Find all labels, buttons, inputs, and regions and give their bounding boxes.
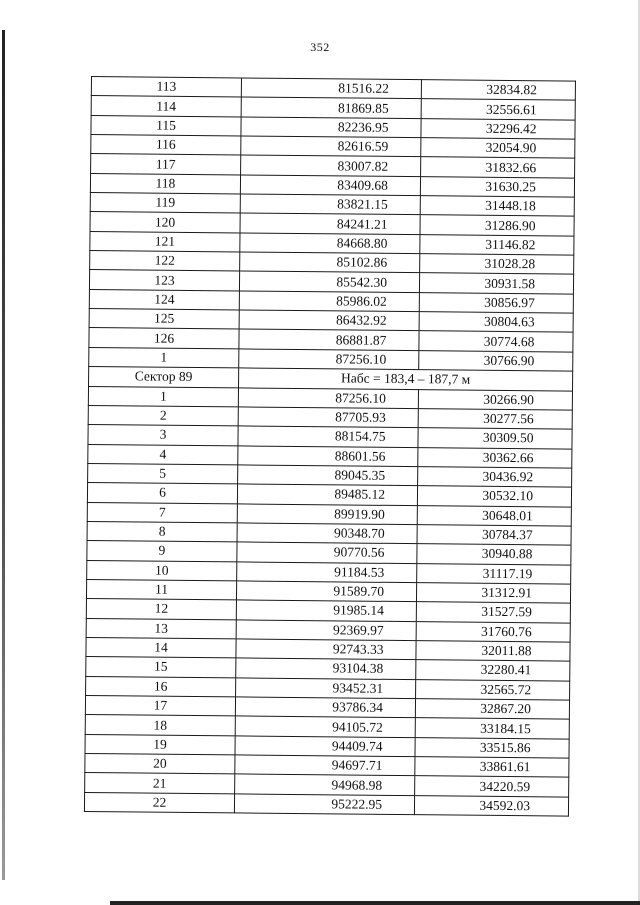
point-number-cell: 7 — [87, 502, 237, 523]
y-coordinate-cell: 32565.72 — [416, 679, 570, 700]
point-number-cell: 113 — [91, 77, 241, 98]
x-coordinate-cell: 83821.15 — [240, 194, 420, 215]
x-coordinate-cell: 85542.30 — [239, 271, 419, 292]
x-coordinate-cell: 91985.14 — [236, 600, 416, 621]
y-coordinate-cell: 30931.58 — [419, 273, 573, 294]
point-number-cell: 9 — [87, 541, 237, 562]
x-coordinate-cell: 93452.31 — [236, 678, 416, 699]
y-coordinate-cell: 30362.66 — [418, 447, 572, 468]
table-section-sector — [84, 386, 572, 816]
y-coordinate-cell: 34592.03 — [414, 795, 568, 816]
point-number-cell: 13 — [86, 618, 236, 639]
point-number-cell: 14 — [86, 637, 236, 658]
y-coordinate-cell: 31448.18 — [420, 196, 574, 217]
point-number-cell: 126 — [89, 328, 239, 349]
y-coordinate-cell: 31028.28 — [420, 254, 574, 275]
x-coordinate-cell: 83409.68 — [240, 175, 420, 196]
x-coordinate-cell: 83007.82 — [241, 155, 421, 176]
x-coordinate-cell: 86881.87 — [239, 329, 419, 350]
x-coordinate-cell: 92743.33 — [236, 639, 416, 660]
x-coordinate-cell: 87256.10 — [239, 349, 419, 370]
point-number-cell: 21 — [85, 773, 235, 794]
point-number-cell: 10 — [87, 560, 237, 581]
x-coordinate-cell: 93786.34 — [235, 697, 415, 718]
x-coordinate-cell: 89919.90 — [237, 503, 417, 524]
point-number-cell: 8 — [87, 521, 237, 542]
x-coordinate-cell: 81869.85 — [241, 97, 421, 118]
y-coordinate-cell: 30774.68 — [419, 331, 573, 352]
point-number-cell: 6 — [87, 483, 237, 504]
coordinate-table-container — [84, 76, 576, 817]
point-number-cell: 17 — [85, 695, 235, 716]
y-coordinate-cell: 30856.97 — [419, 292, 573, 313]
point-number-cell: 121 — [90, 231, 240, 252]
x-coordinate-cell: 93104.38 — [236, 658, 416, 679]
point-number-cell: 12 — [86, 599, 236, 620]
x-coordinate-cell: 90770.56 — [237, 542, 417, 563]
page-number: 352 — [310, 40, 330, 54]
coordinate-table — [84, 76, 576, 817]
y-coordinate-cell: 32867.20 — [415, 699, 569, 720]
x-coordinate-cell: 86432.92 — [239, 310, 419, 331]
y-coordinate-cell: 32011.88 — [416, 641, 570, 662]
y-coordinate-cell: 30766.90 — [419, 350, 573, 371]
x-coordinate-cell: 84668.80 — [240, 233, 420, 254]
x-coordinate-cell: 95222.95 — [234, 794, 414, 815]
y-coordinate-cell: 31286.90 — [420, 215, 574, 236]
y-coordinate-cell: 30532.10 — [417, 486, 571, 507]
y-coordinate-cell: 33515.86 — [415, 737, 569, 758]
point-number-cell: 118 — [90, 173, 240, 194]
y-coordinate-cell: 34220.59 — [415, 776, 569, 797]
x-coordinate-cell: 87256.10 — [238, 387, 418, 408]
y-coordinate-cell: 31312.91 — [416, 583, 570, 604]
scan-edge-bottom — [110, 901, 640, 905]
x-coordinate-cell: 91589.70 — [236, 581, 416, 602]
point-number-cell: 22 — [84, 792, 234, 813]
y-coordinate-cell: 30940.88 — [417, 544, 571, 565]
point-number-cell: 116 — [91, 135, 241, 156]
point-number-cell: 122 — [90, 251, 240, 272]
point-number-cell: 15 — [86, 657, 236, 678]
y-coordinate-cell: 32280.41 — [416, 660, 570, 681]
point-number-cell: 1 — [88, 386, 238, 407]
x-coordinate-cell: 94105.72 — [235, 716, 415, 737]
point-number-cell: 3 — [88, 425, 238, 446]
y-coordinate-cell: 33861.61 — [415, 757, 569, 778]
x-coordinate-cell: 92369.97 — [236, 620, 416, 641]
table-section-top — [89, 77, 576, 372]
y-coordinate-cell: 31832.66 — [421, 157, 575, 178]
point-number-cell: 115 — [91, 115, 241, 136]
y-coordinate-cell: 30436.92 — [418, 467, 572, 488]
y-coordinate-cell: 31527.59 — [416, 602, 570, 623]
scan-edge-left — [2, 30, 5, 880]
y-coordinate-cell: 32296.42 — [421, 118, 575, 139]
y-coordinate-cell: 32834.82 — [421, 80, 575, 101]
y-coordinate-cell: 30784.37 — [417, 525, 571, 546]
point-number-cell: 11 — [86, 579, 236, 600]
table-row — [84, 792, 568, 816]
x-coordinate-cell: 94697.71 — [235, 755, 415, 776]
x-coordinate-cell: 90348.70 — [237, 523, 417, 544]
y-coordinate-cell: 30804.63 — [419, 312, 573, 333]
point-number-cell: 19 — [85, 734, 235, 755]
x-coordinate-cell: 94409.74 — [235, 736, 415, 757]
x-coordinate-cell: 87705.93 — [238, 407, 418, 428]
point-number-cell: 5 — [88, 463, 238, 484]
x-coordinate-cell: 89045.35 — [238, 465, 418, 486]
x-coordinate-cell: 82616.59 — [241, 136, 421, 157]
y-coordinate-cell: 30648.01 — [417, 505, 571, 526]
point-number-cell: 16 — [86, 676, 236, 697]
y-coordinate-cell: 30266.90 — [418, 389, 572, 410]
sector-height-range: Набс = 183,4 – 187,7 м — [239, 368, 573, 391]
point-number-cell: 123 — [89, 270, 239, 291]
x-coordinate-cell: 91184.53 — [237, 562, 417, 583]
point-number-cell: 119 — [90, 193, 240, 214]
point-number-cell: 125 — [89, 309, 239, 330]
point-number-cell: 2 — [88, 405, 238, 426]
x-coordinate-cell: 89485.12 — [237, 484, 417, 505]
point-number-cell: 18 — [85, 715, 235, 736]
point-number-cell: 124 — [89, 289, 239, 310]
x-coordinate-cell: 85986.02 — [239, 291, 419, 312]
point-number-cell: 4 — [88, 444, 238, 465]
point-number-cell: 117 — [91, 154, 241, 175]
point-number-cell: 20 — [85, 754, 235, 775]
y-coordinate-cell: 30277.56 — [418, 409, 572, 430]
x-coordinate-cell: 88154.75 — [238, 426, 418, 447]
point-number-cell: 1 — [89, 347, 239, 368]
point-number-cell: 114 — [91, 96, 241, 117]
sector-label: Сектор 89 — [89, 367, 239, 388]
x-coordinate-cell: 88601.56 — [238, 445, 418, 466]
x-coordinate-cell: 81516.22 — [241, 78, 421, 99]
y-coordinate-cell: 31630.25 — [420, 176, 574, 197]
x-coordinate-cell: 82236.95 — [241, 117, 421, 138]
x-coordinate-cell: 94968.98 — [235, 774, 415, 795]
y-coordinate-cell: 32054.90 — [421, 138, 575, 159]
x-coordinate-cell: 85102.86 — [240, 252, 420, 273]
y-coordinate-cell: 31760.76 — [416, 621, 570, 642]
y-coordinate-cell: 33184.15 — [415, 718, 569, 739]
y-coordinate-cell: 31146.82 — [420, 234, 574, 255]
y-coordinate-cell: 30309.50 — [418, 428, 572, 449]
point-number-cell: 120 — [90, 212, 240, 233]
y-coordinate-cell: 31117.19 — [417, 563, 571, 584]
x-coordinate-cell: 84241.21 — [240, 213, 420, 234]
y-coordinate-cell: 32556.61 — [421, 99, 575, 120]
